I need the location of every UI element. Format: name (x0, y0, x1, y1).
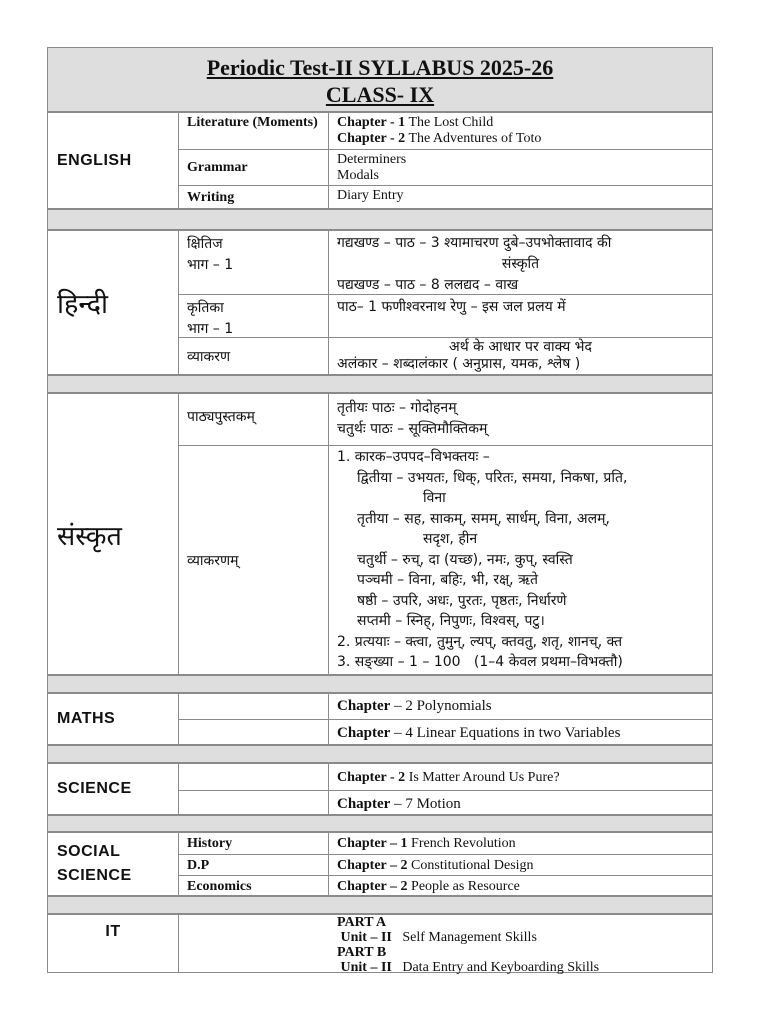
sanskrit-textbook-label: पाठ्यपुस्तकम् (179, 394, 329, 445)
it-row (179, 915, 712, 973)
topic: Diary Entry (337, 188, 404, 203)
social-history-label: History (179, 833, 329, 854)
syllabus-table (47, 47, 715, 973)
subject-social-science (48, 833, 179, 895)
english-literature-row (179, 113, 712, 149)
separator (47, 209, 713, 230)
maths-row (179, 694, 712, 719)
chapter-number: Chapter – 1 (337, 836, 408, 851)
separator (47, 745, 713, 763)
hindi-grammar-label: व्याकरण (179, 338, 329, 375)
science-row (179, 790, 712, 815)
subject-line: SOCIAL (57, 843, 121, 860)
maths-content (329, 720, 712, 745)
hindi-kshitij-row (179, 231, 712, 294)
hindi-grammar-row (179, 337, 712, 375)
separator (47, 815, 713, 832)
sanskrit-section (47, 393, 713, 675)
topic: विना (423, 490, 446, 506)
topic: Determiners (337, 152, 407, 167)
chapter-number: Chapter - 2 (337, 770, 406, 785)
social-history-row (179, 833, 712, 854)
title-block (47, 47, 713, 112)
sanskrit-grammar-content (329, 446, 712, 675)
topic: गद्यखण्ड – पाठ – 3 श्यामाचरण दुबे–उपभोक्तावाद की (337, 235, 612, 251)
english-grammar-content (329, 150, 712, 185)
social-dp-label: D.P (179, 855, 329, 875)
social-economics-content (329, 876, 712, 896)
topic: द्वितीया – उभयतः, धिक्, परितः, समया, निकषा, प्रति, (357, 469, 628, 486)
social-economics-row (179, 875, 712, 896)
topic: सदृश, हीन (423, 531, 478, 547)
unit-title: Self Management Skills (402, 930, 537, 945)
chapter-title: Is Matter Around Us Pure? (408, 770, 560, 785)
label-line: भाग – 1 (187, 257, 234, 273)
empty-label (179, 720, 329, 745)
unit-number: Unit – II (340, 930, 392, 945)
topic: चतुर्थी – रुच्, दा (यच्छ), नमः, कुप्, स्वस्ति (357, 551, 573, 568)
empty-label (179, 764, 329, 790)
topic: षष्ठी – उपरि, अधः, पुरतः, पृष्ठतः, निर्धारणे (357, 592, 567, 609)
topic: Modals (337, 168, 379, 183)
chapter-number: Chapter (337, 796, 391, 812)
subject-hindi: हिन्दी (48, 231, 179, 374)
empty-label (179, 694, 329, 719)
chapter-title: The Adventures of Toto (408, 131, 542, 146)
sanskrit-grammar-row (179, 445, 712, 675)
subject-maths: MATHS (48, 694, 179, 744)
maths-row (179, 719, 712, 745)
hindi-kritika-row (179, 294, 712, 337)
chapter-title: French Revolution (411, 836, 516, 851)
social-dp-row (179, 854, 712, 875)
english-section (47, 112, 713, 209)
english-literature-label: Literature (Moments) (179, 113, 329, 149)
chapter-number: Chapter (337, 698, 391, 714)
unit-title: Data Entry and Keyboarding Skills (402, 960, 600, 975)
social-dp-content (329, 855, 712, 875)
english-writing-label: Writing (179, 186, 329, 209)
science-row (179, 764, 712, 790)
science-content (329, 791, 712, 815)
hindi-kshitij-content (329, 231, 712, 294)
english-writing-row (179, 185, 712, 209)
maths-content (329, 694, 712, 719)
hindi-kritika-content (329, 295, 712, 337)
chapter-number: Chapter - 1 (337, 115, 406, 130)
chapter-title: The Lost Child (408, 115, 494, 130)
label-line: क्षितिज (187, 236, 223, 252)
hindi-kshitij-label (179, 231, 329, 294)
topic: संस्कृति (501, 256, 540, 272)
science-section (47, 763, 713, 815)
english-grammar-row (179, 149, 712, 185)
topic: पद्यखण्ड – पाठ – 8 ललद्यद – वाख (337, 277, 519, 293)
chapter-title: – 7 Motion (394, 796, 461, 812)
english-grammar-label: Grammar (179, 150, 329, 185)
separator (47, 675, 713, 693)
topic: चतुर्थः पाठः – सूक्तिमौक्तिकम् (337, 421, 488, 437)
class-title: CLASS- IX (325, 82, 435, 107)
topic: तृतीया – सह, साकम्, समम्, सार्धम्, विना, अलम्, (357, 510, 610, 527)
chapter-title: Constitutional Design (411, 858, 534, 873)
topic: सप्तमी – स्निह्, निपुणः, विश्वस्, पटु। (357, 613, 545, 629)
subject-line: SCIENCE (57, 867, 132, 884)
social-history-content (329, 833, 712, 854)
topic: 2. प्रत्ययाः – क्त्वा, तुमुन्, ल्यप्, क्तवतु, शतृ, शानच्, क्त (337, 633, 623, 650)
chapter-number: Chapter – 2 (337, 858, 408, 873)
page-title: Periodic Test-II SYLLABUS 2025-26 (206, 55, 554, 80)
label-line: कृतिका (187, 300, 224, 316)
social-economics-label: Economics (179, 876, 329, 896)
chapter-title: People as Resource (411, 879, 520, 894)
separator (47, 896, 713, 914)
english-literature-content (329, 113, 712, 149)
subject-science: SCIENCE (48, 764, 179, 814)
science-content (329, 764, 712, 790)
chapter-title: – 4 Linear Equations in two Variables (394, 725, 621, 741)
chapter-number: Chapter (337, 725, 391, 741)
topic: पञ्चमी – विना, बहिः, भी, रक्ष्, ऋते (357, 572, 539, 588)
subject-english: ENGLISH (48, 113, 179, 208)
it-section (47, 914, 713, 973)
sanskrit-textbook-row (179, 394, 712, 445)
chapter-title: – 2 Polynomials (394, 698, 492, 714)
subject-it: IT (48, 915, 179, 972)
separator (47, 375, 713, 393)
hindi-kritika-label (179, 295, 329, 337)
part-heading: PART A (337, 915, 387, 930)
maths-section (47, 693, 713, 745)
chapter-number: Chapter - 2 (337, 131, 406, 146)
subject-sanskrit: संस्कृत (48, 394, 179, 674)
topic: 3. सङ्ख्या – 1 – 100 (1–4 केवल प्रथमा–विभक्तौ) (337, 654, 623, 670)
hindi-section (47, 230, 713, 375)
topic: पाठ– 1 फणीश्वरनाथ रेणु – इस जल प्रलय में (337, 299, 566, 315)
social-science-section (47, 832, 713, 896)
it-content (329, 915, 712, 973)
unit-number: Unit – II (340, 960, 392, 975)
sanskrit-textbook-content (329, 394, 712, 445)
label-line: भाग – 1 (187, 321, 234, 337)
topic: तृतीयः पाठः – गोदोहनम् (337, 400, 457, 416)
topic: अर्थ के आधार पर वाक्य भेद (449, 339, 592, 355)
hindi-grammar-content (329, 338, 712, 375)
topic: अलंकार – शब्दालंकार ( अनुप्रास, यमक, श्लेष ) (337, 356, 581, 372)
chapter-number: Chapter – 2 (337, 879, 408, 894)
part-heading: PART B (337, 945, 387, 960)
empty-label (179, 791, 329, 815)
english-writing-content (329, 186, 712, 209)
topic: 1. कारक–उपपद–विभक्तयः – (337, 449, 490, 465)
sanskrit-grammar-label: व्याकरणम् (179, 446, 329, 675)
